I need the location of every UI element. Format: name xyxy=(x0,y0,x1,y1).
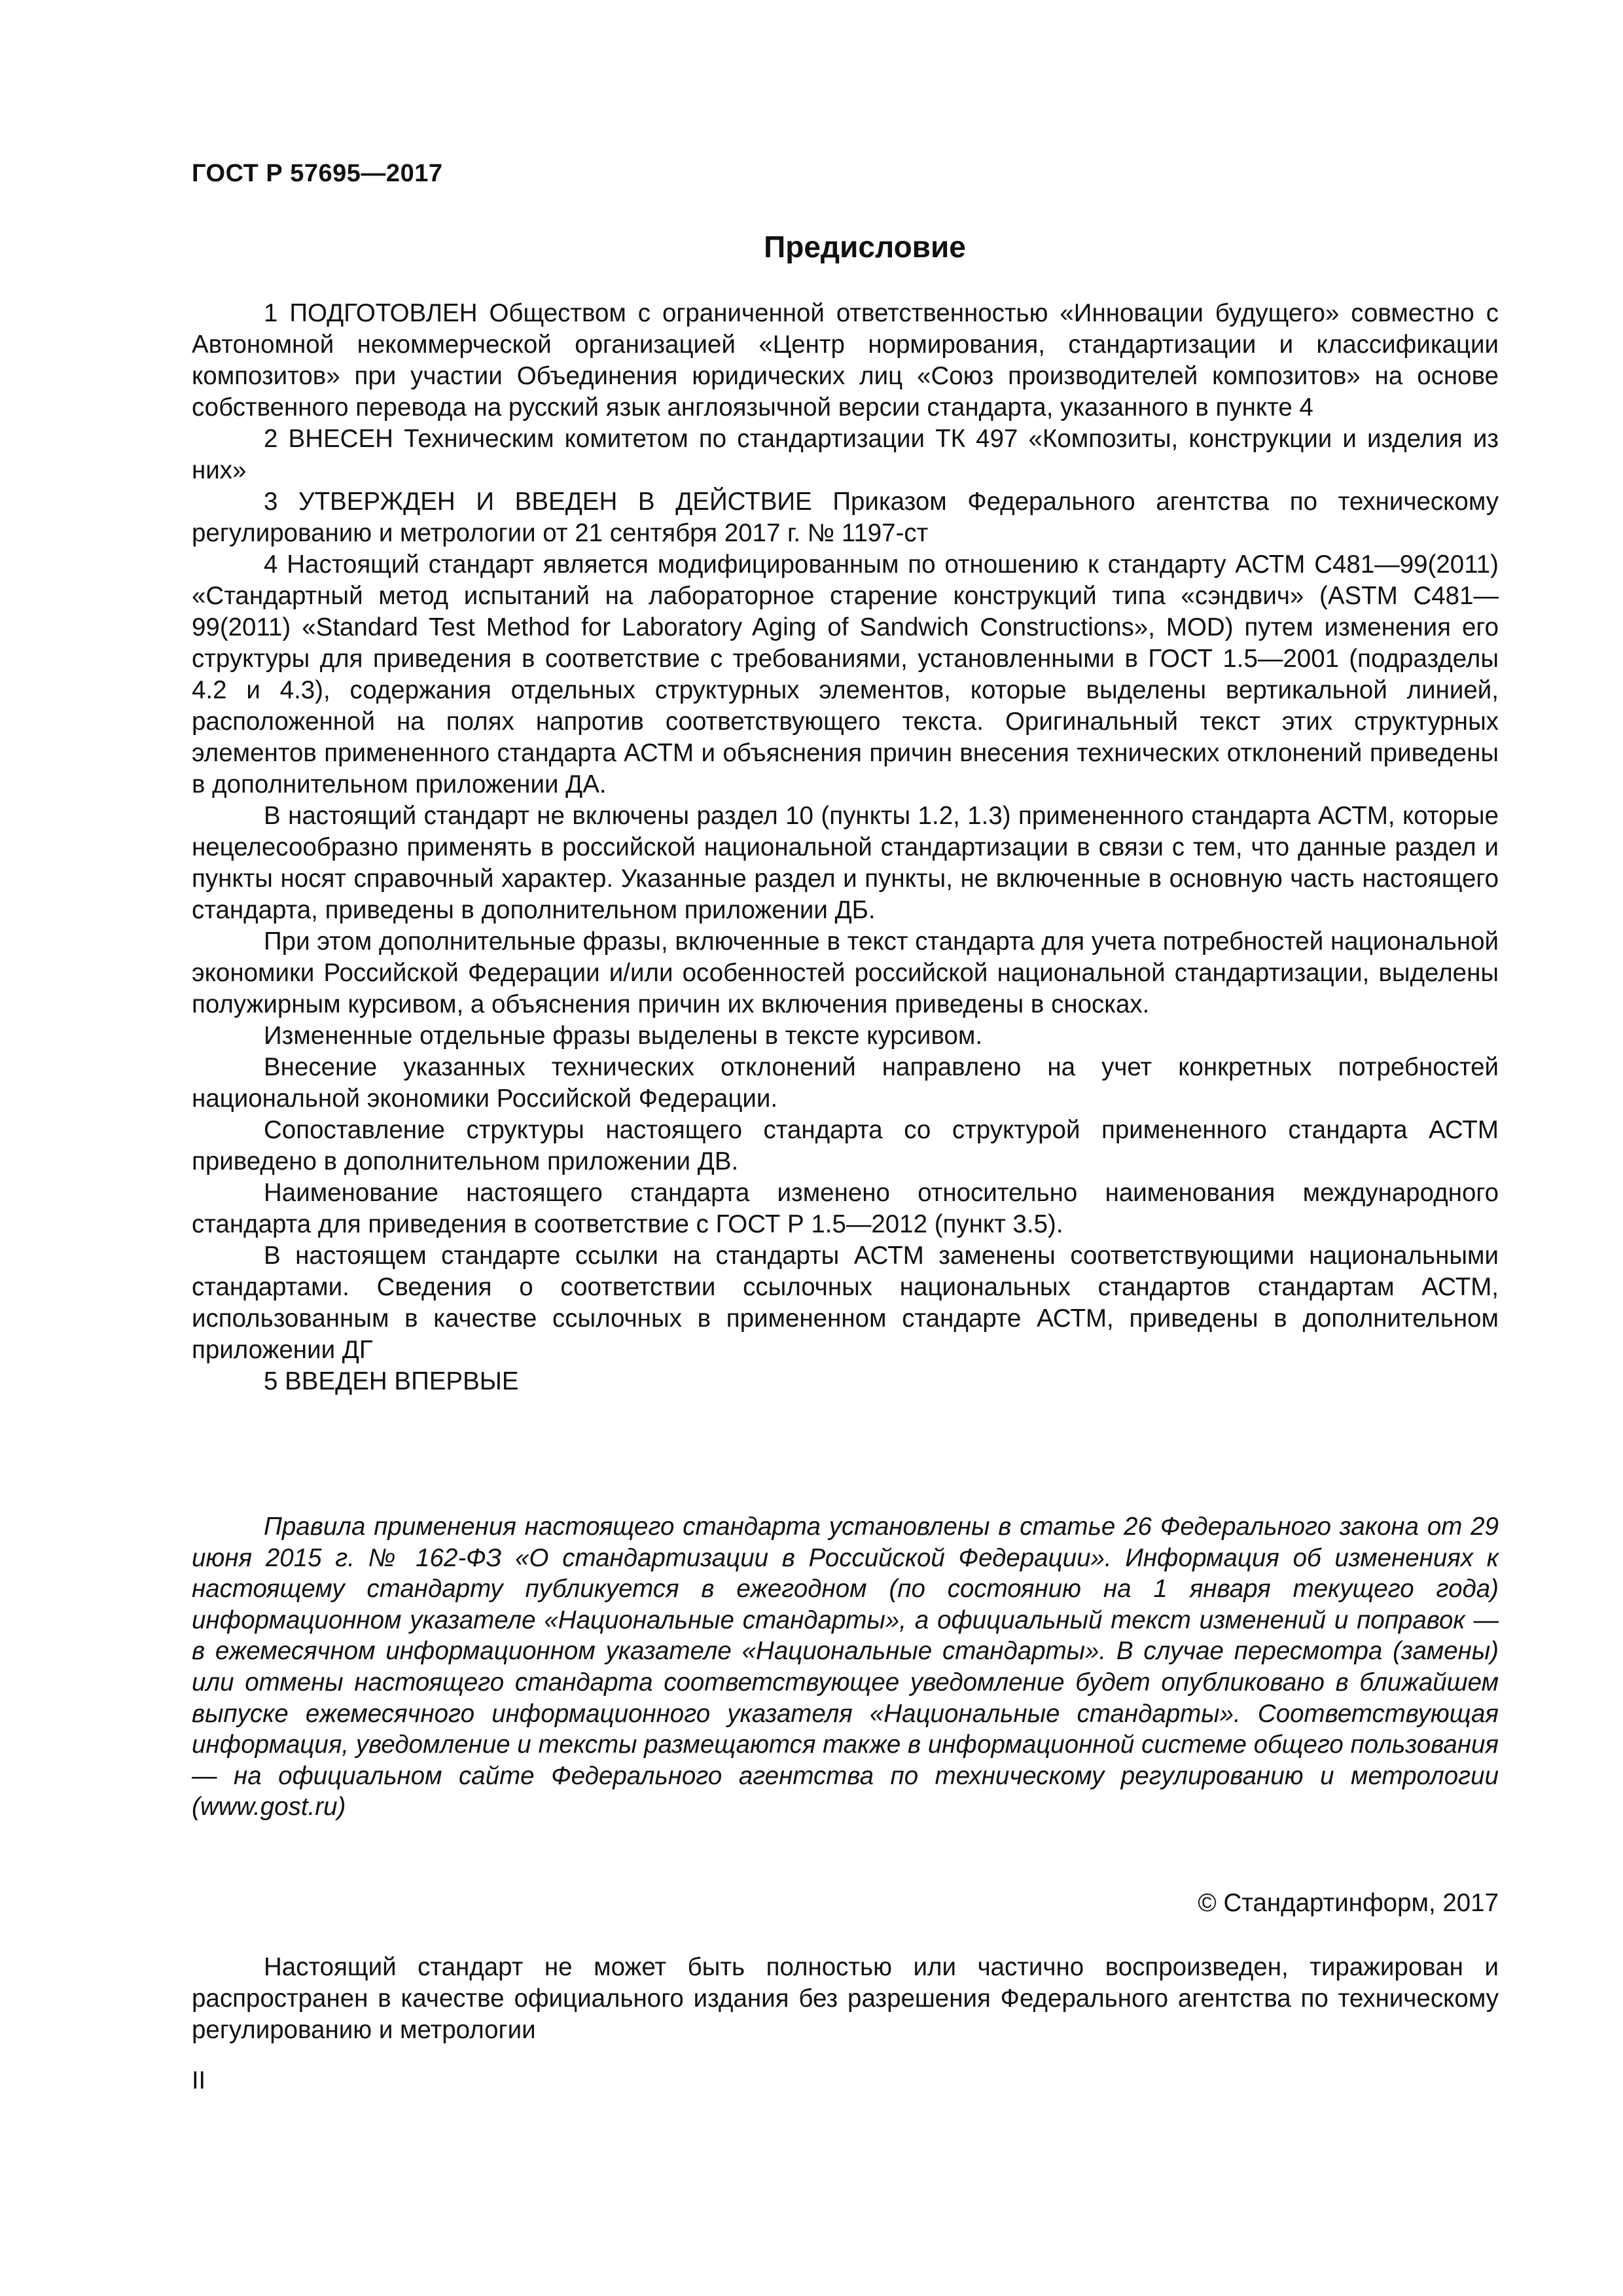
paragraph-excluded-sections: В настоящий стандарт не включены раздел 10 (пункты 1.2, 1.3) примененного стандарта АСТМ, которые нецелесообразно применять в российской национальной стандартизации в связи с тем, что данные раздел и пункты носят справочный характер. Указанные раздел и пункты, не включенные в основную часть настоящего стандарта, приведены в дополнительном приложении ДБ. xyxy=(192,802,1499,924)
application-rules-notice xyxy=(192,1511,1499,1823)
foreword-body xyxy=(192,298,1499,1397)
paragraph-approved: 3 УТВЕРЖДЕН И ВВЕДЕН В ДЕЙСТВИЕ Приказом Федерального агентства по техническому регулированию и метрологии от 21 сентября 2017 г. № 1197-ст xyxy=(192,488,1499,547)
document-page xyxy=(192,0,1499,2296)
paragraph-deviations: Внесение указанных технических отклонений направлено на учет конкретных потребностей национальной экономики Российской Федерации. xyxy=(192,1053,1499,1113)
paragraph-changed-phrases: Измененные отдельные фразы выделены в тексте курсивом. xyxy=(264,1022,983,1050)
section-title: Предисловие xyxy=(764,230,966,264)
paragraph-prepared: 1 ПОДГОТОВЛЕН Обществом с ограниченной ответственностью «Инновации будущего» совместно с Автономной некоммерческой организацией «Центр нормирования, стандартизации и классификации композитов» при участии Объединения юридических лиц «Союз производителей композитов» на основе собственного перевода на русский язык англоязычной версии стандарта, указанного в пункте 4 xyxy=(192,299,1499,422)
paragraph-introduced: 5 ВВЕДЕН ВПЕРВЫЕ xyxy=(264,1367,519,1395)
paragraph-title-change: Наименование настоящего стандарта изменено относительно наименования международного стандарта для приведения в соответствие с ГОСТ Р 1.5—2012 (пункт 3.5). xyxy=(192,1179,1499,1238)
notice-text: Правила применения настоящего стандарта установлены в статье 26 Федерального закона от 29 июня 2015 г. № 162-ФЗ «О стандартизации в Российской Федерации». Информация об изменениях к настоящему стандарту публикуется в ежегодном (по состоянию на 1 января текущего года) информационном указателе «Национальные стандарты», а официальный текст изменений и поправок — в ежемесячном информационном указателе «Национальные стандарты». В случае пересмотра (замены) или отмены настоящего стандарта соответствующее уведомление будет опубликовано в ближайшем выпуске ежемесячного информационного указателя «Национальные стандарты». Соответствующая информация, уведомление и тексты размещаются также в информационной системе общего пользования — на официальном сайте Федерального агентства по техническому регулированию и метрологии (www.gost.ru) xyxy=(192,1513,1499,1821)
reproduction-notice xyxy=(192,1952,1499,2046)
paragraph-additional-phrases: При этом дополнительные фразы, включенные в текст стандарта для учета потребностей национальной экономики Российской Федерации и/или особенностей российской национальной стандартизации, выделены полужирным курсивом, а объяснения причин их включения приведены в сносках. xyxy=(192,927,1499,1018)
copyright: © Стандартинформ, 2017 xyxy=(1198,1889,1499,1917)
page-number: II xyxy=(192,2067,206,2094)
paragraph-structure-comparison: Сопоставление структуры настоящего стандарта со структурой примененного стандарта АСТМ приведено в дополнительном приложении ДВ. xyxy=(192,1116,1499,1175)
paragraph-references: В настоящем стандарте ссылки на стандарты АСТМ заменены соответствующими национальными стандартами. Сведения о соответствии ссылочных национальных стандартов стандартам АСТМ, использованным в качестве ссылочных в примененном стандарте АСТМ, приведены в дополнительном приложении ДГ xyxy=(192,1242,1499,1364)
paragraph-modified-standard: 4 Настоящий стандарт является модифицированным по отношению к стандарту АСТМ С481—99(2011) «Стандартный метод испытаний на лабораторное старение конструкций типа «сэндвич» (ASTM C481—99(2011) «Standard Test Method for Laboratory Aging of Sandwich Constructions», MOD) путем изменения его структуры для приведения в соответствие с требованиями, установленными в ГОСТ 1.5—2001 (подразделы 4.2 и 4.3), содержания отдельных структурных элементов, которые выделены вертикальной линией, расположенной на полях напротив соответствующего текста. Оригинальный текст этих структурных элементов примененного стандарта АСТМ и объяснения причин внесения технических отклонений приведены в дополнительном приложении ДА. xyxy=(192,550,1499,798)
paragraph-submitted: 2 ВНЕСЕН Техническим комитетом по стандартизации ТК 497 «Композиты, конструкции и изделия из них» xyxy=(192,425,1499,484)
reproduction-text: Настоящий стандарт не может быть полностью или частично воспроизведен, тиражирован и распространен в качестве официального издания без разрешения Федерального агентства по техническому регулированию и метрологии xyxy=(192,1953,1499,2044)
document-code: ГОСТ Р 57695—2017 xyxy=(192,160,443,187)
